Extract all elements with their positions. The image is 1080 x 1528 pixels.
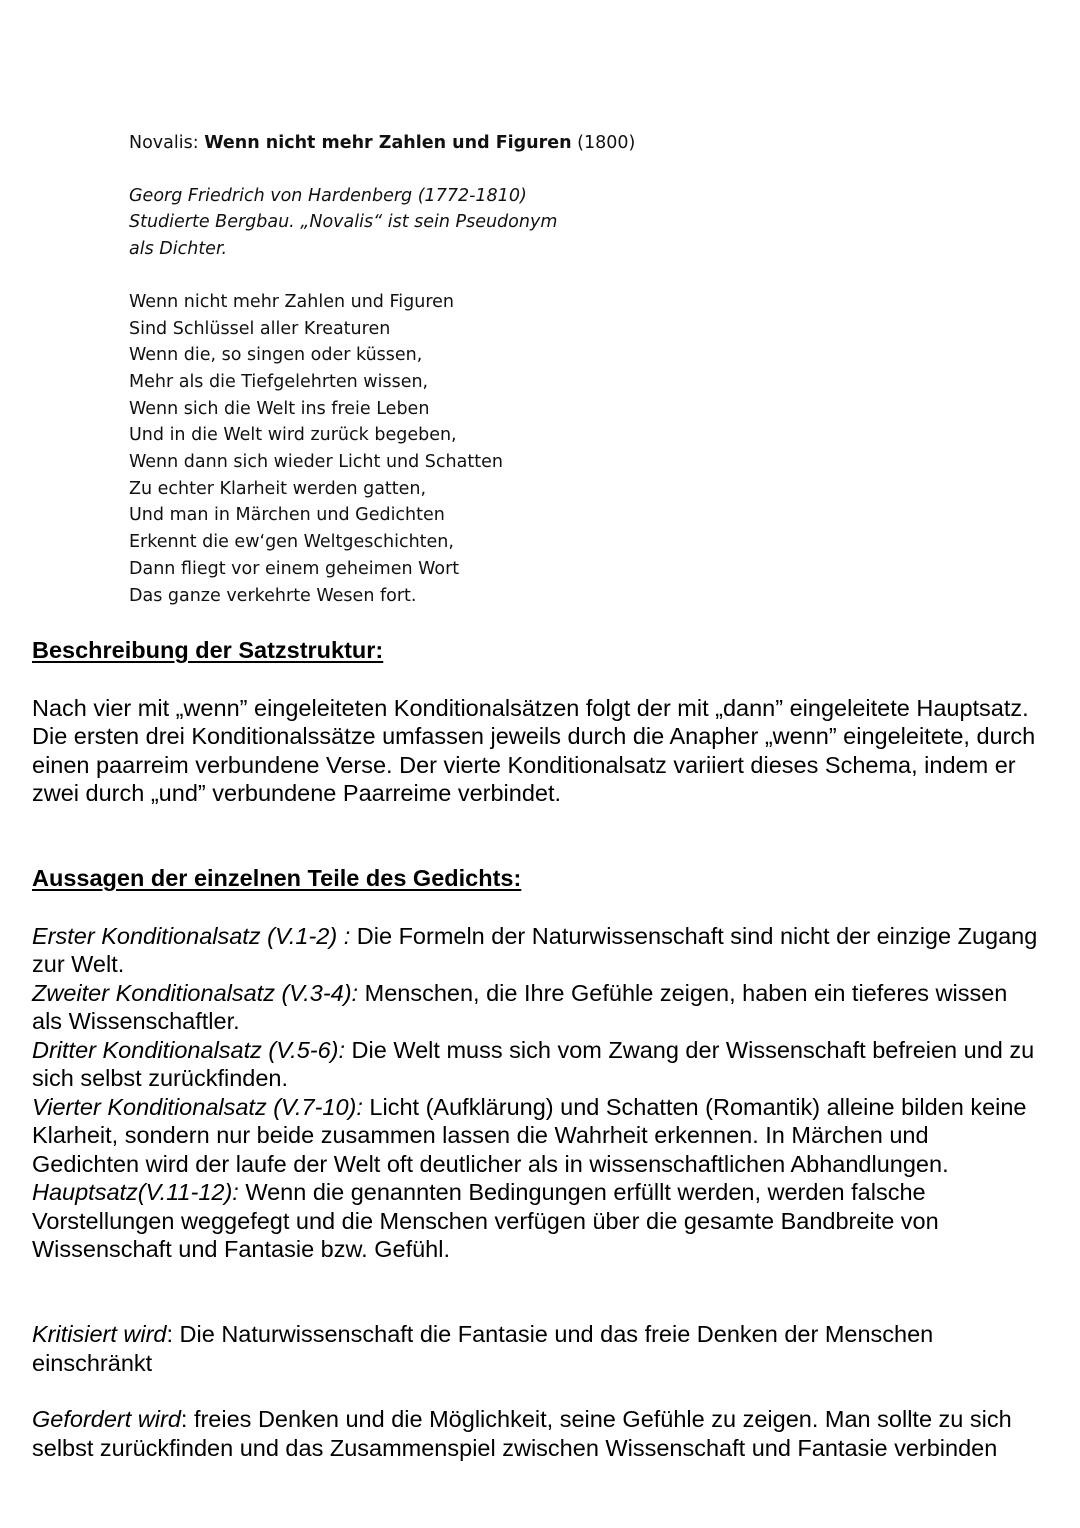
verse-line: Dann fliegt vor einem geheimen Wort xyxy=(129,558,460,579)
poem-heading xyxy=(129,130,829,157)
verse-line: Das ganze verkehrte Wesen fort. xyxy=(129,585,417,606)
structure-heading: Beschreibung der Satzstruktur: xyxy=(32,637,384,663)
poem-title: Wenn nicht mehr Zahlen und Figuren xyxy=(204,133,572,153)
verse-line: Und in die Welt wird zurück begeben, xyxy=(129,425,457,446)
poem-verses xyxy=(129,289,829,609)
statements-section xyxy=(32,864,1042,1264)
poem-author-label: Novalis: xyxy=(129,133,205,153)
statement-label: Dritter Konditionalsatz (V.5-6): xyxy=(32,1036,346,1063)
statement-text: Licht (Aufklärung) und Schatten (Romantik) alleine bilden keine Klarheit, sondern nur beide zusammen lassen die Wahrheit erkennen. In Märchen und Gedichten wird der laufe der Welt oft deutlicher als in wissenschaftlichen Abhandlungen. xyxy=(32,1093,1027,1177)
verse-line: Erkennt die ew‘gen Weltgeschichten, xyxy=(129,532,454,553)
author-bio xyxy=(129,183,829,263)
verse-line: Mehr als die Tiefgelehrten wissen, xyxy=(129,371,429,392)
bio-line: als Dichter. xyxy=(129,239,228,260)
demand-section xyxy=(32,1405,1042,1462)
structure-text: Nach vier mit „wenn” eingeleiteten Konditionalsätzen folgt der mit „dann” eingeleitete Hauptsatz. Die ersten drei Konditionalssätze umfassen jeweils durch die Anapher „wenn” eingeleitete, durch einen paarreim verbundene Verse. Der vierte Konditionalsatz variiert dieses Schema, indem er zwei durch „und” verbundene Paarreime verbindet. xyxy=(32,694,1036,806)
statements-list xyxy=(32,922,1042,1264)
criticism-section xyxy=(32,1320,1042,1377)
demand-text: : freies Denken und die Möglichkeit, seine Gefühle zu zeigen. Man sollte zu sich selbst zurückfinden und das Zusammenspiel zwischen Wissenschaft und Fantasie verbinden xyxy=(32,1406,1012,1461)
statement-item xyxy=(32,1178,1042,1264)
criticism-paragraph xyxy=(32,1320,1042,1377)
poem-year: (1800) xyxy=(571,133,636,153)
statement-item xyxy=(32,1036,1042,1093)
statement-item xyxy=(32,979,1042,1036)
verse-line: Wenn die, so singen oder küssen, xyxy=(129,345,423,366)
criticism-text: : Die Naturwissenschaft die Fantasie und das freie Denken der Menschen einschränkt xyxy=(32,1321,934,1376)
statement-text: Wenn die genannten Bedingungen erfüllt werden, werden falsche Vorstellungen weggefegt und die Menschen verfügen über die gesamte Bandbreite von Wissenschaft und Fantasie bzw. Gefühl. xyxy=(32,1179,939,1262)
verse-line: Wenn sich die Welt ins freie Leben xyxy=(129,398,430,419)
demand-label: Gefordert wird xyxy=(32,1406,181,1432)
structure-section xyxy=(32,636,1042,808)
statement-text: Die Formeln der Naturwissenschaft sind nicht der einzige Zugang zur Welt. xyxy=(32,922,1038,977)
statement-label: Hauptsatz(V.11-12): xyxy=(32,1179,239,1205)
verse-line: Sind Schlüssel aller Kreaturen xyxy=(129,318,391,339)
verse-line: Wenn dann sich wieder Licht und Schatten xyxy=(129,452,503,473)
bio-line: Georg Friedrich von Hardenberg (1772-1810) xyxy=(129,185,527,206)
statement-item xyxy=(32,1093,1042,1179)
criticism-label: Kritisiert wird xyxy=(32,1321,167,1347)
statement-text: Die Welt muss sich vom Zwang der Wissenschaft befreien und zu sich selbst zurückfinden. xyxy=(32,1036,1035,1091)
statements-heading: Aussagen der einzelnen Teile des Gedichts: xyxy=(32,865,522,891)
bio-line: Studierte Bergbau. „Novalis“ ist sein Pseudonym xyxy=(129,212,558,233)
demand-paragraph xyxy=(32,1405,1042,1462)
verse-line: Und man in Märchen und Gedichten xyxy=(129,505,445,526)
verse-line: Zu echter Klarheit werden gatten, xyxy=(129,478,427,499)
statement-label: Zweiter Konditionalsatz (V.3-4): xyxy=(32,979,359,1006)
statement-item xyxy=(32,922,1042,979)
statement-text: Menschen, die Ihre Gefühle zeigen, haben ein tieferes wissen als Wissenschaftler. xyxy=(32,979,1008,1034)
statement-label: Vierter Konditionalsatz (V.7-10): xyxy=(32,1093,363,1120)
poem-section xyxy=(129,130,829,609)
verse-line: Wenn nicht mehr Zahlen und Figuren xyxy=(129,291,455,312)
statement-label: Erster Konditionalsatz (V.1-2) : xyxy=(32,922,351,949)
